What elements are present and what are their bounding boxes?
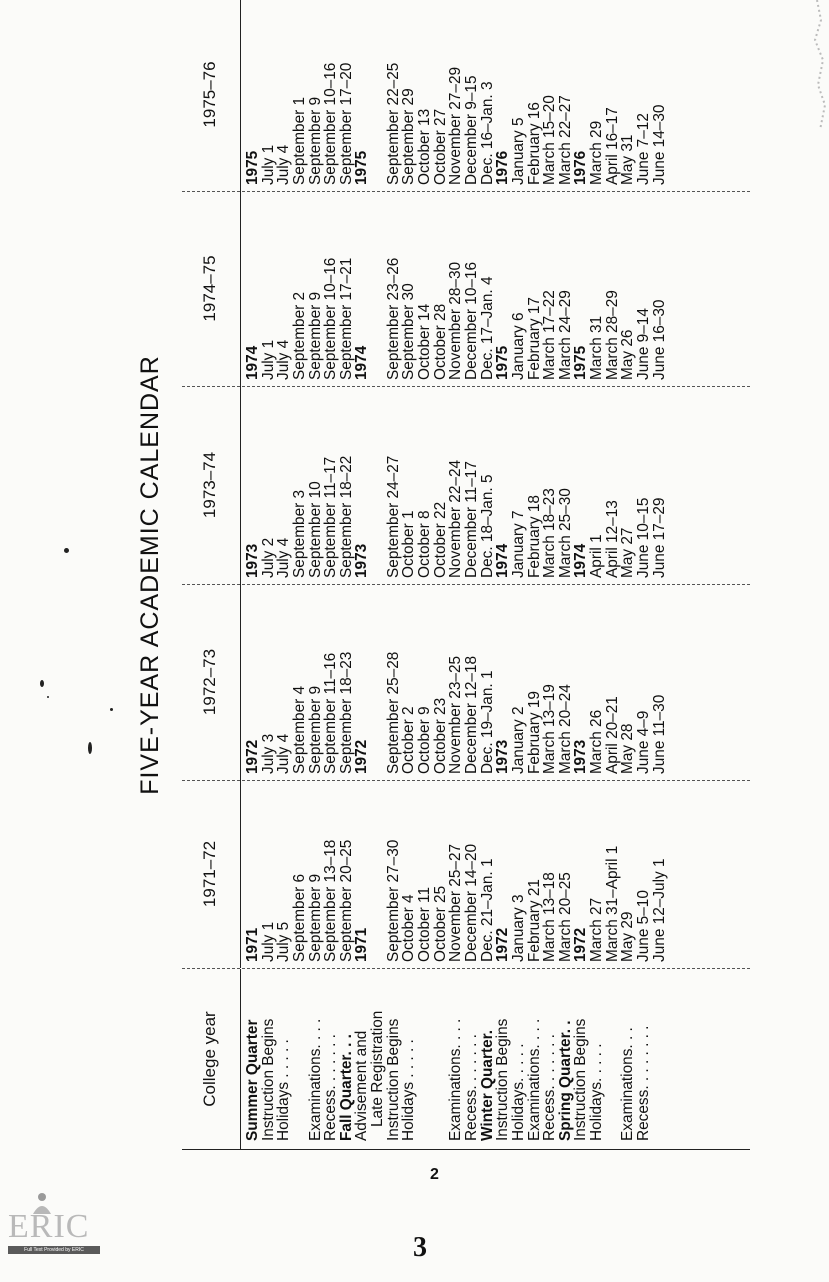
- date-value: October 9: [416, 706, 434, 774]
- date-value: September 23–26: [384, 257, 402, 380]
- date-value: February 21: [525, 879, 543, 962]
- year-heading: 1973: [572, 739, 590, 774]
- row-label: Recess. . . . . . .: [462, 1034, 480, 1141]
- row-label: [292, 969, 308, 1141]
- date-value: March 31: [588, 315, 606, 380]
- year-heading: 1976: [494, 150, 512, 185]
- date-value: March 18–23: [541, 488, 559, 578]
- column-header: 1973–74: [182, 386, 241, 584]
- date-value: September 27–30: [384, 839, 402, 962]
- date-value: December 11–17: [462, 461, 480, 578]
- date-value: June 9–14: [635, 308, 653, 380]
- date-value: February 16: [525, 102, 543, 185]
- date-value: September 17–20: [337, 62, 355, 185]
- date-value: March 13–18: [541, 872, 559, 962]
- year-heading: 1972: [572, 927, 590, 962]
- date-value: April 12–13: [603, 500, 621, 578]
- row-label: Late Registration: [369, 1010, 387, 1127]
- row-label: Spring Quarter. .: [556, 1020, 574, 1141]
- year-column: [182, 780, 750, 969]
- year-heading: 1975: [353, 150, 371, 185]
- date-value: September 10: [306, 481, 324, 578]
- date-value: [370, 0, 386, 185]
- year-heading: 1975: [494, 345, 512, 380]
- row-label: Recess. . . . . . .: [322, 1034, 340, 1141]
- date-value: November 23–25: [447, 655, 465, 774]
- date-value: Dec. 18–Jan. 5: [478, 474, 496, 578]
- date-list: [241, 0, 667, 191]
- year-column: [182, 0, 750, 192]
- row-label: Holidays . . . . .: [275, 1039, 293, 1141]
- row-label: Holidays. . . . .: [509, 1043, 527, 1141]
- row-label: Examinations. . . .: [306, 1018, 324, 1141]
- date-value: January 5: [509, 117, 527, 185]
- date-value: March 26: [588, 709, 606, 774]
- date-value: September 25–28: [384, 651, 402, 774]
- date-value: October 8: [416, 510, 434, 578]
- calendar-page: [130, 0, 750, 1150]
- date-value: [370, 386, 386, 578]
- row-label: Advisement and: [353, 1030, 371, 1141]
- date-value: July 5: [275, 921, 293, 962]
- date-value: March 24–29: [556, 290, 574, 380]
- date-value: September 9: [306, 291, 324, 380]
- date-value: July 4: [275, 537, 293, 578]
- date-value: March 17–22: [541, 290, 559, 380]
- column-header: 1975–76: [182, 0, 241, 191]
- date-value: June 11–30: [650, 694, 668, 774]
- date-value: October 23: [431, 697, 449, 774]
- row-label: Fall Quarter. . .: [337, 1034, 355, 1141]
- date-value: February 17: [525, 297, 543, 380]
- date-value: September 29: [400, 88, 418, 185]
- date-value: September 22–25: [384, 62, 402, 185]
- row-label: [433, 969, 449, 1141]
- date-value: September 13–18: [322, 839, 340, 962]
- date-value: November 27–29: [447, 66, 465, 185]
- column-header: College year: [182, 969, 241, 1149]
- date-value: December 12–18: [462, 655, 480, 774]
- date-value: May 27: [619, 527, 637, 578]
- date-value: May 29: [619, 911, 637, 962]
- row-label: Instruction Begins: [494, 1018, 512, 1141]
- date-value: July 4: [275, 144, 293, 185]
- row-label: Winter Quarter.: [478, 1029, 496, 1141]
- date-value: April 20–21: [603, 696, 621, 774]
- date-value: June 12–July 1: [650, 858, 668, 962]
- date-value: October 27: [431, 108, 449, 185]
- eric-tagline: Full Text Provided by ERIC: [8, 1246, 100, 1254]
- row-label: Examinations. . . .: [525, 1018, 543, 1141]
- row-label: Recess. . . . . . . .: [635, 1025, 653, 1141]
- date-value: June 4–9: [635, 710, 653, 774]
- date-value: Dec. 19–Jan. 1: [478, 670, 496, 774]
- date-value: July 4: [275, 339, 293, 380]
- date-value: February 19: [525, 691, 543, 774]
- date-value: December 9–15: [462, 75, 480, 185]
- speck: [64, 548, 69, 553]
- date-value: September 24–27: [384, 455, 402, 578]
- speck: [47, 696, 49, 698]
- row-label: Instruction Begins: [572, 1018, 590, 1141]
- year-heading: 1971: [353, 927, 371, 962]
- year-heading: 1973: [353, 543, 371, 578]
- row-label: Instruction Begins: [259, 1018, 277, 1141]
- date-value: July 2: [259, 537, 277, 578]
- year-heading: 1974: [353, 345, 371, 380]
- year-heading: 1975: [244, 150, 261, 185]
- date-value: March 25–30: [556, 488, 574, 578]
- date-value: December 10–16: [462, 261, 480, 380]
- date-value: September 11–16: [322, 652, 340, 774]
- row-label: [605, 969, 621, 1141]
- label-column: [182, 969, 750, 1149]
- date-value: July 1: [259, 921, 277, 962]
- year-heading: 1974: [572, 543, 590, 578]
- date-value: June 5–10: [635, 890, 653, 962]
- date-value: November 28–30: [447, 261, 465, 380]
- calendar-table: [182, 0, 750, 1150]
- date-value: October 28: [431, 303, 449, 380]
- date-value: July 1: [259, 144, 277, 185]
- year-heading: 1972: [244, 739, 261, 774]
- year-heading: 1975: [572, 345, 590, 380]
- date-value: January 3: [509, 894, 527, 962]
- date-value: October 11: [416, 887, 434, 962]
- row-label: Examinations. . .: [619, 1027, 637, 1141]
- date-value: January 2: [509, 706, 527, 774]
- date-value: September 6: [290, 873, 308, 962]
- row-label: Summer Quarter: [244, 1019, 261, 1141]
- speck: [110, 708, 113, 711]
- date-value: March 29: [588, 120, 606, 185]
- date-value: September 30: [400, 283, 418, 380]
- year-heading: 1974: [494, 543, 512, 578]
- date-value: Dec. 17–Jan. 4: [478, 276, 496, 380]
- date-value: October 14: [416, 303, 434, 380]
- page-number: 2: [430, 1166, 439, 1183]
- date-value: September 1: [290, 96, 308, 185]
- date-value: March 20–24: [556, 684, 574, 774]
- footer-number: 3: [413, 1232, 427, 1263]
- date-value: October 22: [431, 501, 449, 578]
- row-label: Holidays . . . . .: [400, 1039, 418, 1141]
- date-value: October 25: [431, 885, 449, 962]
- year-heading: 1972: [494, 927, 512, 962]
- date-value: September 9: [306, 873, 324, 962]
- date-list: [241, 780, 667, 968]
- date-value: March 15–20: [541, 95, 559, 185]
- year-heading: 1972: [353, 739, 371, 774]
- date-value: June 17–29: [650, 497, 668, 578]
- date-value: September 20–25: [337, 839, 355, 962]
- date-value: September 3: [290, 489, 308, 578]
- date-value: April 16–17: [603, 107, 621, 185]
- row-label: Recess. . . . . . .: [541, 1034, 559, 1141]
- date-value: March 20–25: [556, 872, 574, 962]
- date-value: September 4: [290, 685, 308, 774]
- table-bottom-rule: [182, 1147, 750, 1149]
- date-value: June 14–30: [650, 104, 668, 185]
- speck: [40, 680, 44, 687]
- date-value: May 28: [619, 723, 637, 774]
- date-value: March 13–19: [541, 684, 559, 774]
- row-label: Holidays. . . . .: [588, 1043, 606, 1141]
- column-header: 1972–73: [182, 584, 241, 780]
- year-heading: 1973: [494, 739, 512, 774]
- date-value: October 2: [400, 706, 418, 774]
- date-value: September 9: [306, 685, 324, 774]
- speck: [88, 742, 92, 754]
- year-heading: 1976: [572, 150, 590, 185]
- date-value: January 6: [509, 312, 527, 380]
- date-value: September 11–17: [322, 456, 340, 578]
- date-value: November 25–27: [447, 843, 465, 962]
- date-value: September 10–16: [322, 257, 340, 380]
- date-value: October 1: [400, 510, 418, 578]
- date-value: [370, 584, 386, 774]
- date-value: September 17–21: [337, 257, 355, 380]
- date-list: [241, 584, 667, 780]
- date-value: March 28–29: [603, 290, 621, 380]
- date-value: July 1: [259, 339, 277, 380]
- row-label: Instruction Begins: [384, 1018, 402, 1141]
- date-value: May 26: [619, 329, 637, 380]
- year-column: [182, 386, 750, 585]
- row-label: [417, 969, 433, 1141]
- date-value: [370, 191, 386, 380]
- year-heading: 1971: [244, 927, 261, 962]
- date-value: February 18: [525, 495, 543, 578]
- date-value: March 22–27: [556, 95, 574, 185]
- page-title: FIVE-YEAR ACADEMIC CALENDAR: [136, 355, 164, 795]
- date-value: September 10–16: [322, 62, 340, 185]
- date-value: October 13: [416, 108, 434, 185]
- row-label: Examinations. . . .: [447, 1018, 465, 1141]
- date-value: May 31: [619, 134, 637, 185]
- torn-edge-decoration: [801, 0, 829, 130]
- date-value: July 4: [275, 733, 293, 774]
- date-value: July 3: [259, 733, 277, 774]
- date-value: June 7–12: [635, 113, 653, 185]
- column-header: 1974–75: [182, 191, 241, 386]
- year-column: [182, 584, 750, 781]
- date-value: March 31–April 1: [603, 845, 621, 962]
- date-list: [241, 191, 667, 386]
- year-column: [182, 191, 750, 387]
- date-value: Dec. 16–Jan. 3: [478, 81, 496, 185]
- date-value: December 14–20: [462, 843, 480, 962]
- date-value: June 10–15: [635, 497, 653, 578]
- year-heading: 1974: [244, 345, 261, 380]
- date-value: April 1: [588, 534, 606, 578]
- date-value: September 18–22: [337, 455, 355, 578]
- date-value: October 4: [400, 894, 418, 962]
- date-value: November 22–24: [447, 459, 465, 578]
- date-list: [241, 386, 667, 584]
- year-heading: 1973: [244, 543, 261, 578]
- date-value: January 7: [509, 510, 527, 578]
- date-value: June 16–30: [650, 299, 668, 380]
- date-value: [370, 780, 386, 962]
- date-value: September 9: [306, 96, 324, 185]
- date-value: March 27: [588, 897, 606, 962]
- date-value: September 2: [290, 291, 308, 380]
- row-labels: [241, 969, 652, 1149]
- column-header: 1971–72: [182, 780, 241, 968]
- date-value: Dec. 21–Jan. 1: [478, 858, 496, 962]
- eric-logo-text: ERIC: [8, 1208, 90, 1245]
- date-value: September 18–23: [337, 651, 355, 774]
